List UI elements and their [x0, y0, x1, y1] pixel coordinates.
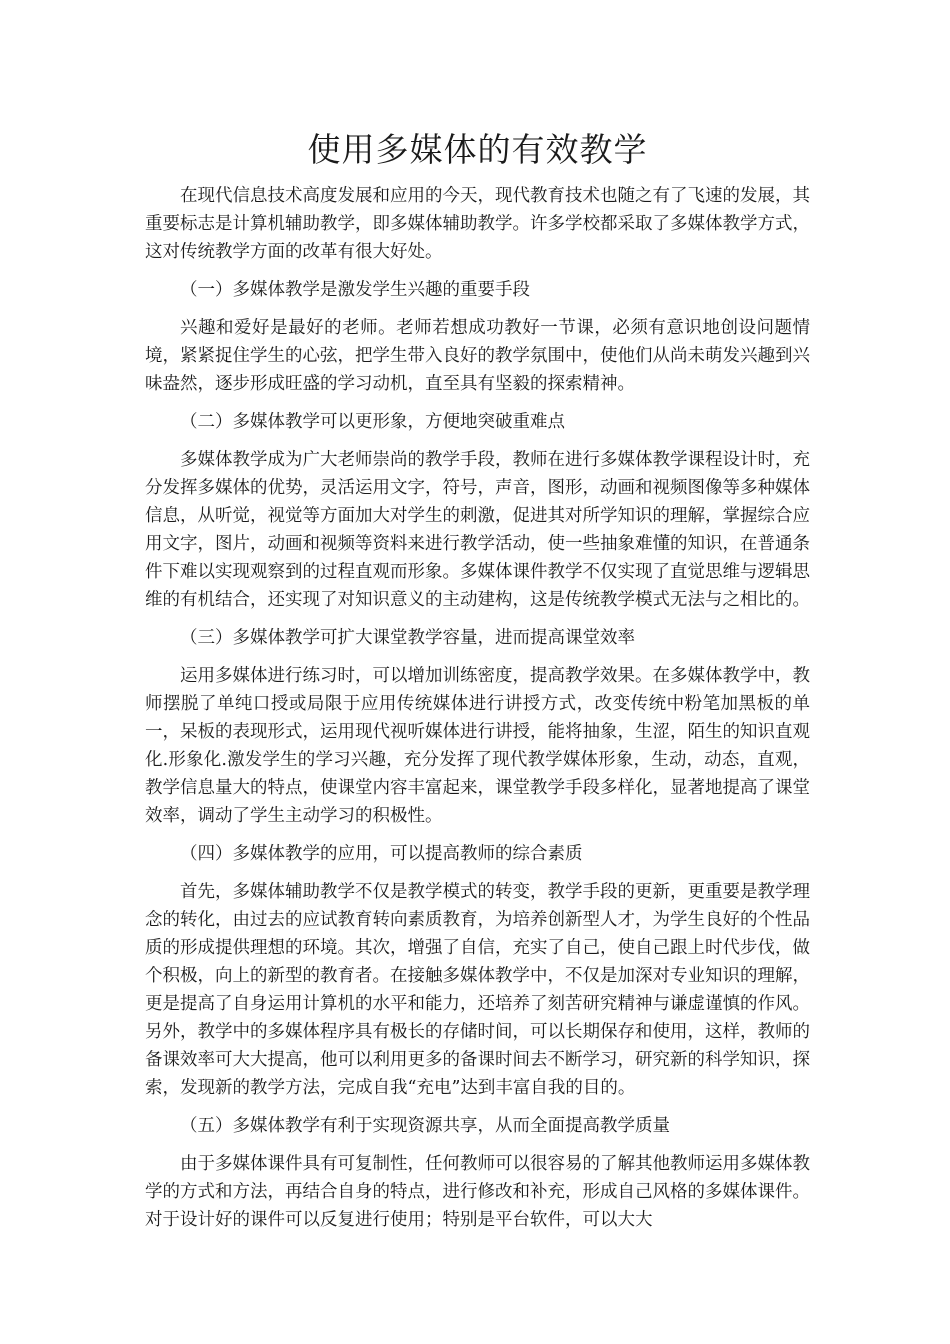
intro-paragraph: 在现代信息技术高度发展和应用的今天，现代教育技术也随之有了飞速的发展，其重要标志是计算机辅助教学，即多媒体辅助教学。许多学校都采取了多媒体教学方式，这对传统教学方面的改革有很大好处。: [145, 186, 810, 262]
document-title: 使用多媒体的有效教学: [307, 130, 648, 169]
section-heading-4: （四）多媒体教学的应用，可以提高教师的综合素质: [180, 844, 583, 864]
section-body-1: 兴趣和爱好是最好的老师。老师若想成功教好一节课，必须有意识地创设问题情境，紧紧捉住学生的心弦，把学生带入良好的教学氛围中，使他们从尚未萌发兴趣到兴味盎然，逐步形成旺盛的学习动机，直至具有坚毅的探索精神。: [145, 318, 810, 394]
section-heading-2: （二）多媒体教学可以更形象，方便地突破重难点: [180, 412, 565, 432]
section-heading-5: （五）多媒体教学有利于实现资源共享，从而全面提高教学质量: [180, 1116, 670, 1136]
section-heading-1: （一）多媒体教学是激发学生兴趣的重要手段: [180, 280, 530, 300]
section-body-5: 由于多媒体课件具有可复制性，任何教师可以很容易的了解其他教师运用多媒体教学的方式和方法，再结合自身的特点，进行修改和补充，形成自己风格的多媒体课件。对于设计好的课件可以反复进行使用；特别是平台软件，可以大大: [145, 1154, 810, 1230]
section-body-4: 首先，多媒体辅助教学不仅是教学模式的转变，教学手段的更新，更重要是教学理念的转化，由过去的应试教育转向素质教育，为培养创新型人才，为学生良好的个性品质的形成提供理想的环境。其次，增强了自信，充实了自己，使自己跟上时代步伐，做个积极，向上的新型的教育者。在接触多媒体教学中，不仅是加深对专业知识的理解，更是提高了自身运用计算机的水平和能力，还培养了刻苦研究精神与谦虚谨慎的作风。另外，教学中的多媒体程序具有极长的存储时间，可以长期保存和使用，这样，教师的备课效率可大大提高，他可以利用更多的备课时间去不断学习，研究新的科学知识，探索，发现新的教学方法，完成自我“充电”达到丰富自我的目的。: [145, 882, 810, 1098]
section-body-3: 运用多媒体进行练习时，可以增加训练密度，提高教学效果。在多媒体教学中，教师摆脱了单纯口授或局限于应用传统媒体进行讲授方式，改变传统中粉笔加黑板的单一，呆板的表现形式，运用现代视听媒体进行讲授，能将抽象，生涩，陌生的知识直观化.形象化.激发学生的学习兴趣，充分发挥了现代教学媒体形象，生动，动态，直观，教学信息量大的特点，使课堂内容丰富起来，课堂教学手段多样化，显著地提高了课堂效率，调动了学生主动学习的积极性。: [145, 666, 810, 826]
section-heading-3: （三）多媒体教学可扩大课堂教学容量，进而提高课堂效率: [180, 628, 635, 648]
document-page: [145, 126, 810, 1244]
section-body-2: 多媒体教学成为广大老师崇尚的教学手段，教师在进行多媒体教学课程设计时，充分发挥多媒体的优势，灵活运用文字，符号，声音，图形，动画和视频图像等多种媒体信息，从听觉，视觉等方面加大对学生的刺激，促进其对所学知识的理解，掌握综合应用文字，图片，动画和视频等资料来进行教学活动，使一些抽象难懂的知识，在普通条件下难以实现观察到的过程直观而形象。多媒体课件教学不仅实现了直觉思维与逻辑思维的有机结合，还实现了对知识意义的主动建构，这是传统教学模式无法与之相比的。: [145, 450, 810, 610]
